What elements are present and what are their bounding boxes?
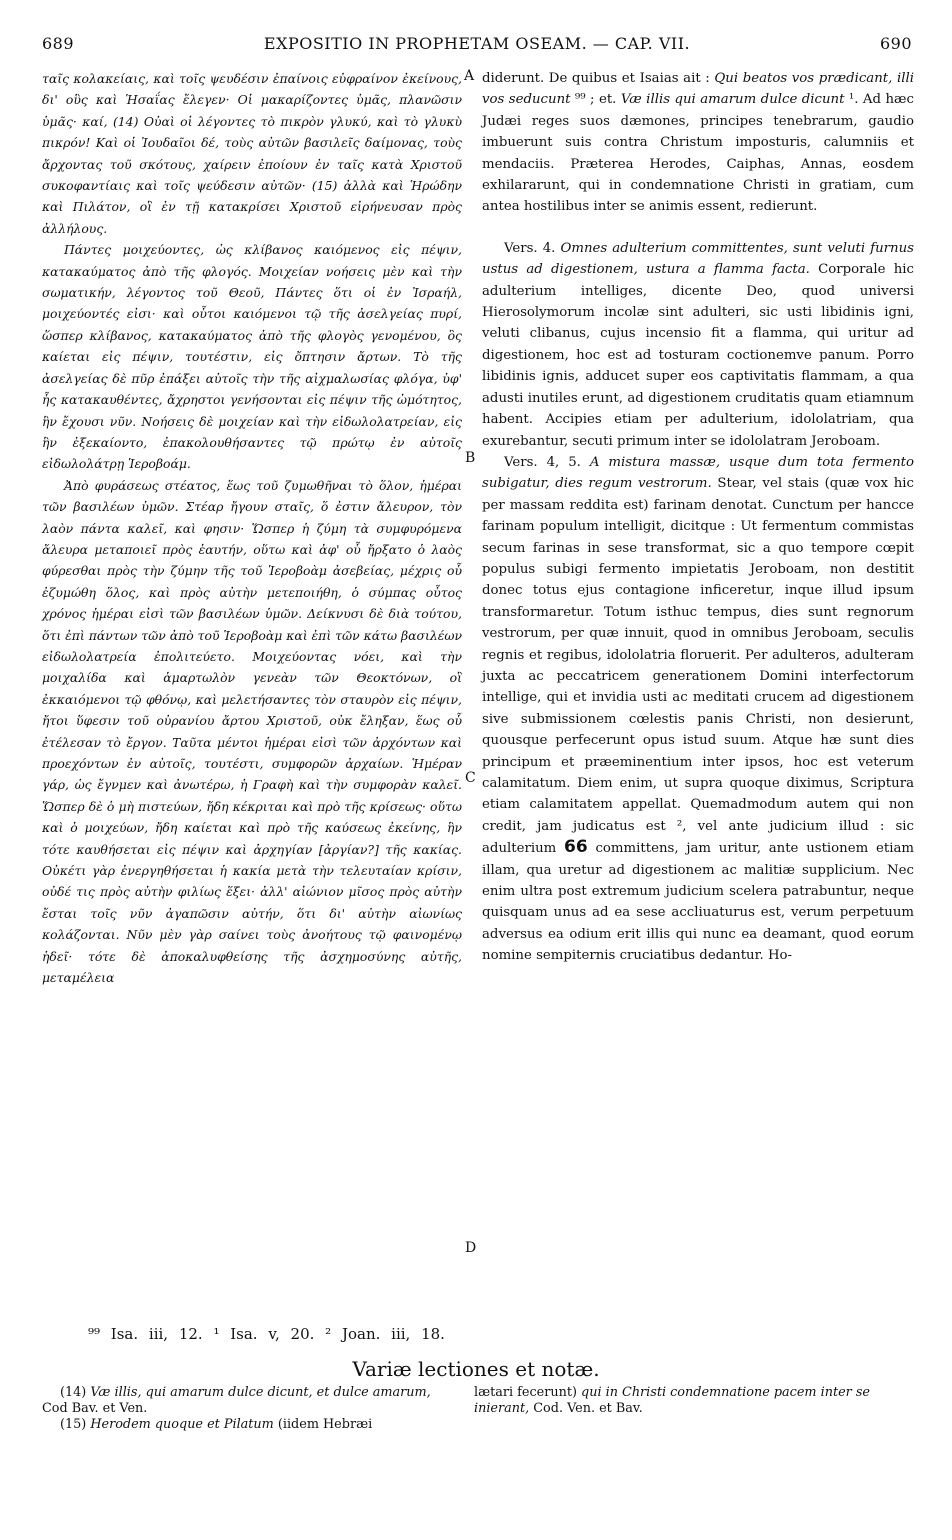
variae-lectiones-title: Variæ lectiones et notæ.	[352, 1357, 600, 1381]
greek-column	[42, 68, 462, 988]
margin-marker-b: B	[465, 450, 476, 466]
greek-paragraph-3: Ἀπὸ φυράσεως στέατος, ἕως τοῦ ζυμωθῆναι τὸ ὅλον, ἡμέραι τῶν βασιλέων ὑμῶν. Στέαρ ἤγουν σταῖς, ὅ ἐστιν ἄλευρον, τὸν λαὸν πάντα καλεῖ, καὶ φησιν· Ὥσπερ ἡ ζύμη τὰ συμφυρόμενα ἄλευρα μεταποιεῖ πρὸς ἑαυτήν, οὕτω καὶ ἀφ' οὗ ἤρξατο ὁ λαὸς φύρεσθαι πρὸς τὴν ζύμην τῆς τοῦ Ἱεροβοὰμ ἀσεβείας, μέχρις οὗ ἐζυμώθη ὅλος, καὶ πρὸς αὐτὴν μετεποιήθη, ὁ σύμπας οὗτος χρόνος ἡμέραι εἰσὶ τῶν βασιλέων ὑμῶν. Δείκνυσι δὲ διὰ τούτου, ὅτι ἐπὶ πάντων τῶν ἀπὸ τοῦ Ἱεροβοὰμ καὶ ἐπὶ τῶν κάτω βασιλέων εἰδωλολατρεία ἐπολιτεύετο. Μοιχεύοντας νόει, καὶ τὴν μοιχαλίδα καὶ ἁμαρτωλὸν γενεὰν τῶν Θεοκτόνων, οἳ ἐκκαιόμενοι τῷ φθόνῳ, καὶ μελετήσαντες τὸν σταυρὸν εἰς πέψιν, ἤτοι ὕφεσιν τοῦ οὐρανίου ἄρτου Χριστοῦ, οὐκ ἔληξαν, ἕως οὗ ἐτέλεσαν τὸ ἔργον. Ταῦτα μέντοι ἡμέραι εἰσὶ τῶν ἀρχόντων καὶ προεχόντων ἐν αὐτοῖς, τουτέστι, συμφορῶν ἀρχαίων. Ἡμέραν γάρ, ὡς ἔγνμεν καὶ ἀνωτέρω, ἡ Γραφὴ καὶ τὴν συμφορὰν καλεῖ. Ὥσπερ δὲ ὁ μὴ πιστεύων, ἤδη κέκριται καὶ πρὸ τῆς κρίσεως· οὕτω καὶ ὁ μοιχεύων, ἤδη καίεται καὶ πρὸ τῆς καύσεως ἐκείνης, ἣν τότε καυθήσεται εἰς πέψιν καὶ ἀρχηγίαν [ἀργίαν?] τῆς κακίας. Οὐκέτι γὰρ ἐνεργηθήσεται ἡ κακία μετὰ τὴν τελευταίαν κρίσιν, οὐδέ τις πρὸς αὐτὴν φιλίως ἕξει· ἀλλ' αἰώνιον μῖσος πρὸς αὐτὴν ἔσται τοῖς νῦν ἀγαπῶσιν αὐτήν, ὅτι δι' αὐτὴν αἰωνίως κολάζονται. Νῦν μὲν γὰρ σαίνει τοὺς ἀνοήτους τῷ φαινομένῳ ἡδεῖ· τότε δὲ ἀποκαλυφθείσης τῆς ἀσχημοσύνης αὐτῆς, μεταμέλεια	[42, 477, 462, 986]
variae-note-14: (14) Væ illis, qui amarum dulce dicunt, et dulce amarum, Cod Bav. et Ven.	[42, 1385, 431, 1416]
variae-note-15-cont: lætari fecerunt) qui in Christi condemnatione pacem inter se inierant, Cod. Ven. et Bav.	[474, 1385, 870, 1416]
margin-marker-a: A	[464, 68, 475, 84]
column-number: 66	[564, 837, 588, 858]
page-number-right: 690	[879, 34, 912, 53]
footnotes: ⁹⁹ Isa. iii, 12. ¹ Isa. v, 20. ² Joan. iii, 18.	[88, 1325, 445, 1343]
margin-marker-d: D	[465, 1240, 477, 1256]
margin-marker-c: C	[465, 770, 476, 786]
variae-right-column	[474, 1385, 904, 1417]
variae-note-15: (15) Herodem quoque et Pilatum (iidem Hebræi	[60, 1417, 373, 1432]
running-title: EXPOSITIO IN PROPHETAM OSEAM. — CAP. VII.	[263, 34, 691, 53]
latin-paragraph-3: Vers. 4, 5. A mistura massæ, usque dum tota fermento subigatur, dies regum vestrorum. Stear, vel stais (quæ vox hic per massam reddita est) farinam denotat. Cunctum per hancce farinam populum intelligit, dicitque : Ut fermentum commistas secum farinas in sese transformat, sic a quo tempore cœpit populus subigi fermento impietatis Jeroboam, non destitit donec totus ejus contagione inficeretur, inque illud ipsum transformaretur. Totum isthuc tempus, dies sunt regnorum vestrorum, per quæ innuit, quod in omnibus Jeroboam, seculis regnis et regibus, idololatria floruerit. Per adulteros, adulteram juxta ac peccatricem generationem Domini interfectorum intellige, qui et invidia usti ac meditati crucem ad digestionem sive submissionem cœlestis panis Christi, non desierunt, quousque perfecerunt opus istud suum. Atque hæ sunt dies principum et præeminentium inter ipsos, hoc est veterum calamitatum. Diem enim, ut supra quoque diximus, Scriptura etiam calamitatem appellat. Quemadmodum autem qui non credit, jam judicatus est ², vel ante judicium illud : sic adulterium 66 committens, jam uritur, ante ustionem etiam illam, qua uretur ad digestionem ac malitiæ supplicium. Nec enim ultra post extremum judicium scelera patrabuntur, neque quisquam unus ad ea sese accliuaturus est, verum perpetuum adversus ea odium erit illis qui nunc ea deamant, quod eorum nomine sempiternis cruciatibus dedantur. Ho-	[482, 454, 915, 964]
latin-paragraph-2: Vers. 4. Omnes adulterium committentes, sunt veluti furnus ustus ad digestionem, ustura a flamma facta. Corporale hic adulterium intelliges, dicente Deo, quod universi Hierosolymorum incolæ sint adulteri, sic usti libidinis igni, veluti clibanus, cujus incensio fit a flamma, qui uritur ad digestionem, hoc est ad tosturam coctionemve panum. Porro libidinis ignis, adducet super eos captivitatis flammam, a qua adusti inutiles erunt, ad digestionem cruditatis quam etiamnum habent. Accipies etiam per adulterium, idololatriam, qua exurebantur, secuti primum inter se idololatram Jeroboam.	[482, 240, 914, 449]
latin-paragraph-1: diderunt. De quibus et Isaias ait : Qui beatos vos prædicant, illi vos seducunt ⁹⁹ ; et. Væ illis qui amarum dulce dicunt ¹. Ad hæc Judæi reges suos dæmones, principes tenebrarum, gaudio imbuerunt suis contra Christum imposturis, calumniis et mendaciis. Præterea Herodes, Caiphas, Annas, eosdem exhilararunt, qui in condemnatione Christi in gratiam, cum antea hostilibus inter se animis essent, redierunt.	[482, 71, 914, 215]
running-header	[42, 34, 912, 58]
greek-paragraph-1: ταῖς κολακείαις, καὶ τοῖς ψευδέσιν ἐπαίνοις εὐφραίνον ἐκείνους, δι' οὓς καὶ Ἡσαΐας ἔλεγεν· Οἱ μακαρίζοντες ὑμᾶς, πλανῶσιν ὑμᾶς· καί, (14) Οὐαὶ οἱ λέγοντες τὸ πικρὸν γλυκύ, καὶ τὸ γλυκὺ πικρόν! Καὶ οἱ Ἰουδαῖοι δέ, τοὺς αὐτῶν βασιλεῖς δαίμονας, τοὺς ἄρχοντας τοῦ σκότους, χαίρειν ἐποίουν ἐν ταῖς κατὰ Χριστοῦ συκοφαντίαις καὶ τοῖς ψεύδεσιν αὐτῶν· (15) ἀλλὰ καὶ Ἡρώδην καὶ Πιλάτον, οἳ ἐν τῇ κατακρίσει Χριστοῦ εἰρήνευσαν πρὸς ἀλλήλους.	[42, 71, 462, 236]
latin-column	[482, 68, 914, 967]
variae-left-column	[42, 1385, 452, 1433]
page-number-left: 689	[42, 34, 75, 53]
greek-paragraph-2: Πάντες μοιχεύοντες, ὡς κλίβανος καιόμενος εἰς πέψιν, κατακαύματος ἀπὸ τῆς φλογός. Μοιχείαν νοήσεις μὲν καὶ τὴν σωματικήν, λέγοντος τοῦ Θεοῦ, Πάντες ὅτι οἱ ἐν Ἰσραήλ, μοιχεύοντές εἰσι· καὶ οὗτοι καιόμενοι τῷ τῆς ἀσελγείας πυρί, ὥσπερ κλίβανος, κατακαύματος ἀπὸ τῆς φλογὸς γενομένου, ὃς καίεται εἰς πέψιν, τουτέστιν, εἰς ὄπτησιν ἄρτων. Τὸ τῆς ἀσελγείας δὲ πῦρ ἐπάξει αὐτοῖς τὴν τῆς αἰχμαλωσίας φλόγα, ὑφ' ἧς κατακαυθέντες, ἄχρηστοι γενήσονται εἰς πέψιν τῆς ὠμότητος, ἣν ἔχουσι νῦν. Νοήσεις δὲ μοιχείαν καὶ τὴν εἰδωλολατρείαν, εἰς ἣν ἐξεκαίοντο, ἐπακολουθήσαντες τῷ πρώτῳ ἐν αὐτοῖς εἰδωλολάτρῃ Ἱεροβοάμ.	[42, 242, 462, 472]
